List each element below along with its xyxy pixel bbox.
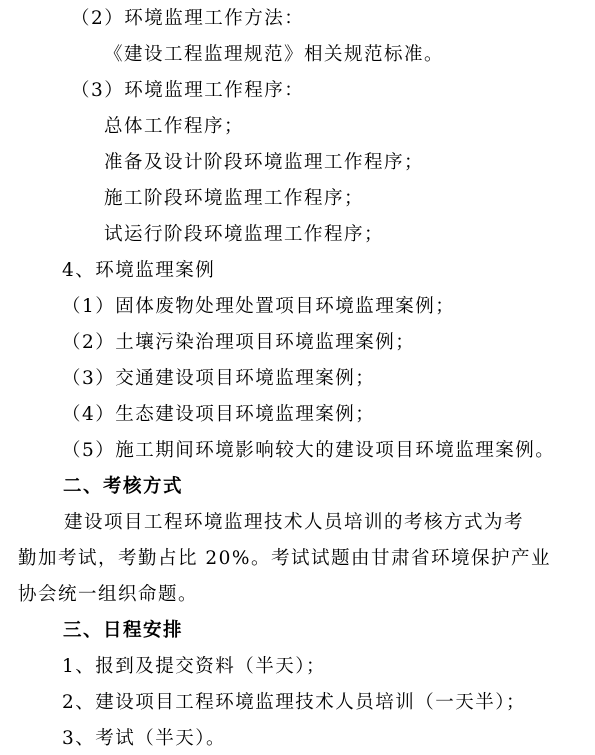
assessment-paragraph-line: 协会统一组织命题。 [18,584,199,605]
method-text: 《建设工程监理规范》相关规范标准。 [104,44,445,65]
case-item: （1）固体废物处理处置项目环境监理案例； [62,296,456,317]
schedule-item: 1、报到及提交资料（半天）； [62,656,327,677]
schedule-item: 2、建设项目工程环境监理技术人员培训（一天半）； [62,692,527,713]
schedule-item: 3、考试（半天）。 [62,728,227,749]
assessment-paragraph-line: 勤加考试，考勤占比 20%。考试试题由甘肃省环境保护产业 [18,548,552,569]
method-subheading: （2）环境监理工作方法： [71,8,305,29]
procedure-item: 总体工作程序； [104,116,245,137]
case-item: （5）施工期间环境影响较大的建设项目环境监理案例。 [62,440,556,461]
procedure-subheading: （3）环境监理工作程序： [71,80,305,101]
section-heading-schedule: 三、日程安排 [63,620,184,641]
case-item: （3）交通建设项目环境监理案例； [62,368,376,389]
cases-heading: 4、环境监理案例 [62,260,216,281]
procedure-item: 施工阶段环境监理工作程序； [104,188,365,209]
case-item: （4）生态建设项目环境监理案例； [62,404,376,425]
assessment-paragraph-line: 建设项目工程环境监理技术人员培训的考核方式为考 [64,512,525,533]
case-item: （2）土壤污染治理项目环境监理案例； [62,332,416,353]
procedure-item: 准备及设计阶段环境监理工作程序； [104,152,425,173]
procedure-item: 试运行阶段环境监理工作程序； [104,224,385,245]
section-heading-assessment: 二、考核方式 [63,476,184,497]
